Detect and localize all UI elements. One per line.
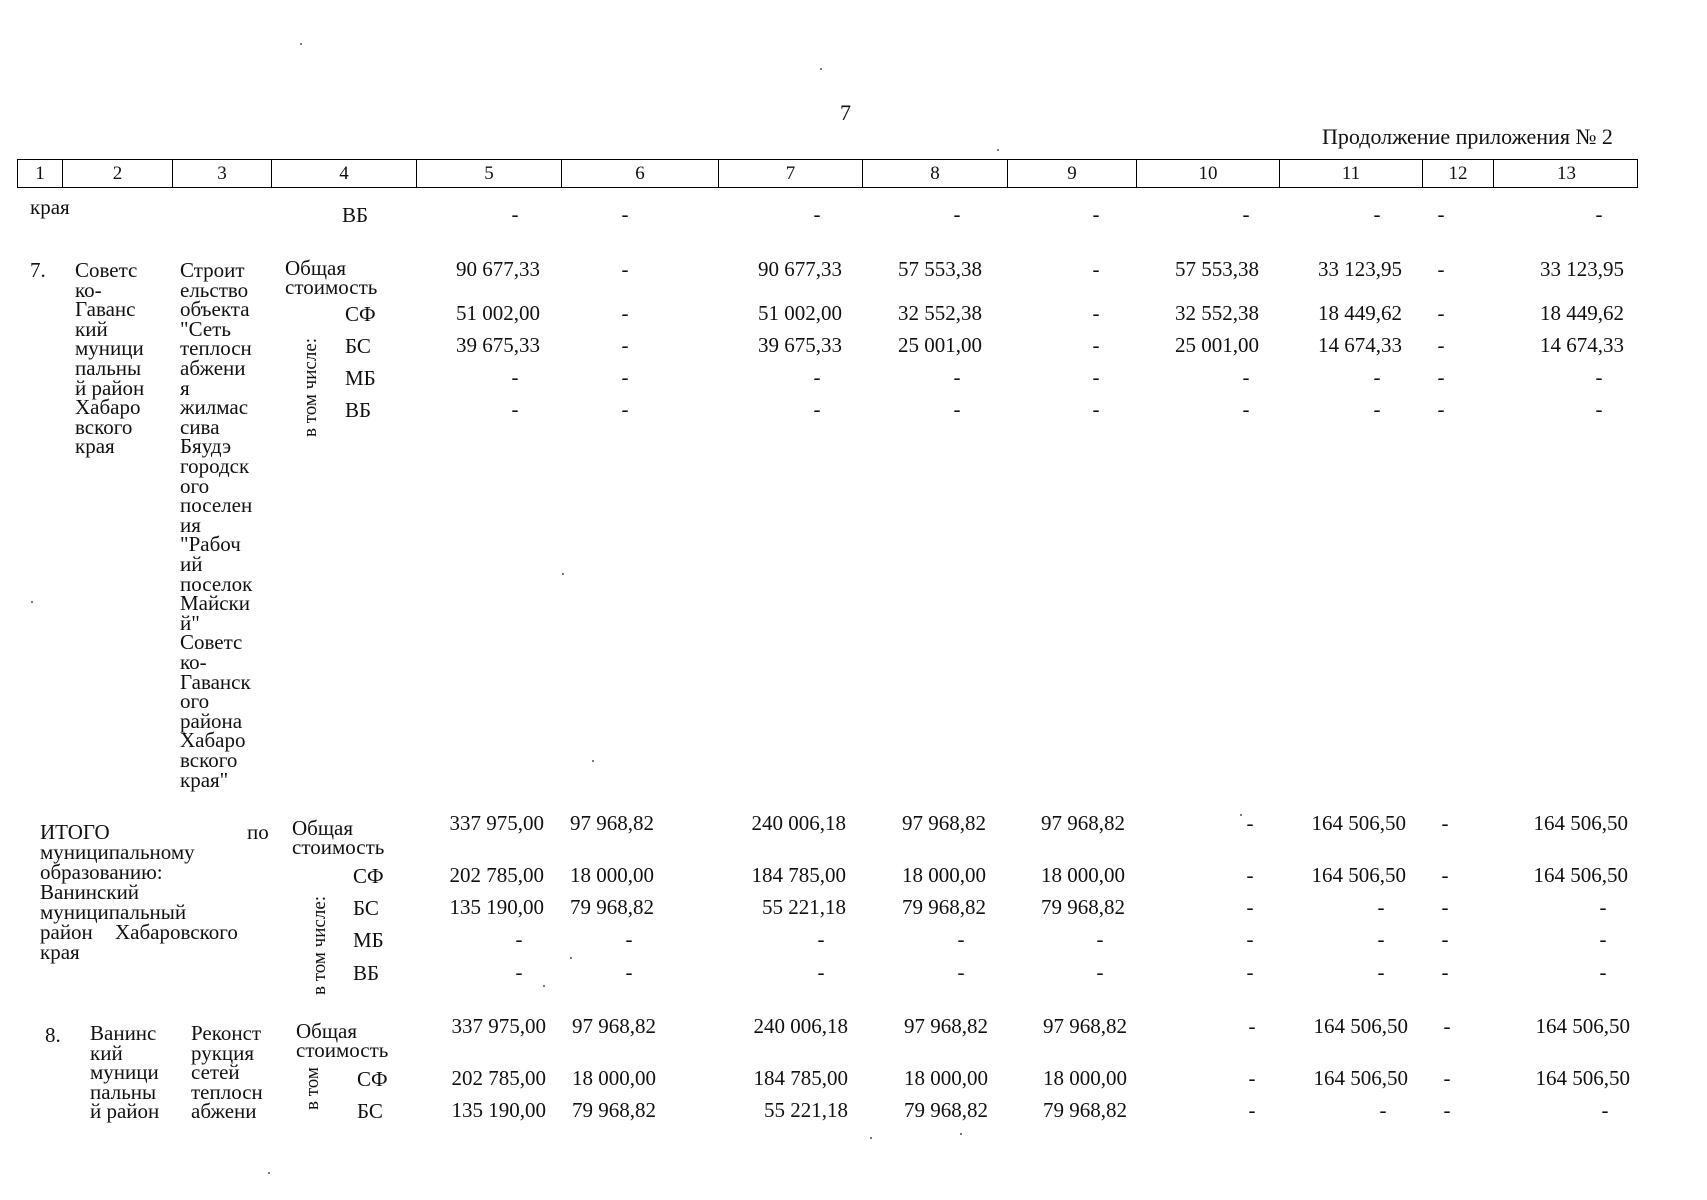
municipality-line: пальны xyxy=(90,1079,157,1104)
total-cost-label: Общая xyxy=(296,1019,358,1043)
total-label-line: Хабаровского xyxy=(115,920,238,944)
value-cell: - xyxy=(1246,960,1254,984)
fund-type-label: БС xyxy=(345,334,371,358)
value-cell: - xyxy=(1096,927,1104,951)
object-name-line: абжени xyxy=(191,1099,257,1124)
value-cell: - xyxy=(817,960,825,984)
header-col-11: 11 xyxy=(1280,160,1423,187)
scan-speck xyxy=(562,573,564,575)
scan-speck xyxy=(870,1137,872,1139)
object-name-line: ий xyxy=(180,552,203,576)
value-cell: - xyxy=(621,257,629,281)
value-cell: 39 675,33 xyxy=(758,333,842,357)
object-name-line: я xyxy=(180,375,190,400)
value-cell: - xyxy=(1092,202,1100,226)
value-cell: - xyxy=(1437,257,1445,281)
object-name-line: сива xyxy=(180,414,220,439)
value-cell: - xyxy=(515,960,523,984)
total-label-line: Ванинский xyxy=(40,880,140,904)
fund-type-label: БС xyxy=(357,1099,383,1123)
total-cost-label: Общая xyxy=(292,816,354,840)
value-cell: - xyxy=(1092,333,1100,357)
fund-type-label: МБ xyxy=(345,366,376,390)
value-cell: - xyxy=(1595,365,1603,389)
value-cell: 18 449,62 xyxy=(1540,301,1624,325)
object-name-line: городск xyxy=(180,454,250,478)
value-cell: - xyxy=(1599,960,1607,984)
object-name-line: района xyxy=(180,708,243,733)
value-cell: - xyxy=(813,365,821,389)
value-cell: - xyxy=(1248,1066,1256,1090)
scan-speck xyxy=(960,1133,962,1135)
value-cell: - xyxy=(1373,202,1381,226)
total-label-line: муниципальному xyxy=(40,840,195,864)
value-cell: 90 677,33 xyxy=(456,257,540,281)
object-name-line: Советс xyxy=(180,630,243,655)
fund-type-label: ВБ xyxy=(353,961,380,985)
value-cell: 32 552,38 xyxy=(1175,301,1259,325)
value-cell: 337 975,00 xyxy=(449,811,544,835)
value-cell: 97 968,82 xyxy=(904,1014,988,1038)
value-cell: 57 553,38 xyxy=(898,257,982,281)
value-cell: 18 000,00 xyxy=(902,863,986,887)
value-cell: - xyxy=(1248,1014,1256,1038)
header-col-7: 7 xyxy=(719,160,863,187)
total-label-line: образованию: xyxy=(40,860,163,884)
municipality-line: ко- xyxy=(75,277,102,302)
value-cell: - xyxy=(1242,397,1250,421)
value-cell: 164 506,50 xyxy=(1311,863,1406,887)
value-cell: 18 000,00 xyxy=(1041,863,1125,887)
value-cell: 79 968,82 xyxy=(902,895,986,919)
value-cell: 32 552,38 xyxy=(898,301,982,325)
object-name-line: "Рабоч xyxy=(180,532,241,557)
municipality-line: муници xyxy=(75,336,144,361)
item-number: 8. xyxy=(45,1023,61,1047)
municipality-line: й район xyxy=(75,375,145,400)
object-name-line: теплосн xyxy=(191,1079,263,1104)
fund-type-label: СФ xyxy=(345,302,376,326)
value-cell: - xyxy=(1443,1066,1451,1090)
total-cost-label: стоимость xyxy=(296,1038,389,1062)
value-cell: - xyxy=(953,202,961,226)
value-cell: - xyxy=(1441,895,1449,919)
total-cost-label: стоимость xyxy=(285,275,378,299)
value-cell: - xyxy=(1092,365,1100,389)
object-name-line: ого xyxy=(180,473,210,498)
scan-speck xyxy=(543,985,545,987)
value-cell: 51 002,00 xyxy=(758,301,842,325)
value-cell: - xyxy=(1595,202,1603,226)
value-cell: 135 190,00 xyxy=(449,895,544,919)
object-name-line: ко- xyxy=(180,650,207,674)
value-cell: - xyxy=(625,960,633,984)
value-cell: - xyxy=(957,960,965,984)
value-cell: 18 449,62 xyxy=(1318,301,1402,325)
value-cell: - xyxy=(1242,202,1250,226)
page-number: 7 xyxy=(840,100,851,125)
value-cell: 97 968,82 xyxy=(572,1014,656,1038)
value-cell: - xyxy=(511,202,519,226)
value-cell: 164 506,50 xyxy=(1533,863,1628,887)
value-cell: 97 968,82 xyxy=(1041,811,1125,835)
value-cell: 39 675,33 xyxy=(456,333,540,357)
value-cell: - xyxy=(1441,927,1449,951)
value-cell: 79 968,82 xyxy=(572,1098,656,1122)
municipality-line: края xyxy=(75,434,115,459)
value-cell: 164 506,50 xyxy=(1313,1066,1408,1090)
object-name-line: абжени xyxy=(180,356,246,380)
value-cell: 55 221,18 xyxy=(762,895,846,919)
total-label-line: ИТОГО xyxy=(40,820,110,844)
including-vertical-label: в том xyxy=(302,1067,323,1110)
value-cell: 164 506,50 xyxy=(1535,1014,1630,1038)
object-name-line: Хабаро xyxy=(180,728,246,753)
scan-speck xyxy=(570,957,572,959)
scan-speck xyxy=(268,1172,270,1174)
value-cell: 79 968,82 xyxy=(570,895,654,919)
value-cell: 202 785,00 xyxy=(449,863,544,887)
value-cell: - xyxy=(1441,960,1449,984)
fund-type-label: ВБ xyxy=(345,398,372,422)
value-cell: 18 000,00 xyxy=(904,1066,988,1090)
value-cell: 240 006,18 xyxy=(753,1014,848,1038)
object-name-line: края" xyxy=(180,767,229,792)
value-cell: 55 221,18 xyxy=(764,1098,848,1122)
value-cell: 25 001,00 xyxy=(1175,333,1259,357)
value-cell: - xyxy=(1377,960,1385,984)
header-col-1: 1 xyxy=(18,160,63,187)
scan-speck xyxy=(997,149,999,151)
value-cell: 79 968,82 xyxy=(1041,895,1125,919)
object-name-line: теплосн xyxy=(180,336,252,361)
municipality-line: Хабаро xyxy=(75,395,141,420)
header-col-4: 4 xyxy=(272,160,417,187)
value-cell: 135 190,00 xyxy=(451,1098,546,1122)
value-cell: - xyxy=(1246,927,1254,951)
value-cell: - xyxy=(1443,1098,1451,1122)
value-cell: 33 123,95 xyxy=(1318,257,1402,281)
value-cell: - xyxy=(1246,895,1254,919)
value-cell: - xyxy=(625,927,633,951)
value-cell: - xyxy=(817,927,825,951)
municipality-line: Ванинс xyxy=(90,1021,157,1045)
value-cell: - xyxy=(1441,811,1449,835)
value-cell: 18 000,00 xyxy=(572,1066,656,1090)
object-name-line: й" xyxy=(180,610,200,635)
value-cell: - xyxy=(1246,863,1254,887)
municipality-line: й район xyxy=(90,1099,160,1124)
scan-speck xyxy=(820,68,822,70)
value-cell: 79 968,82 xyxy=(904,1098,988,1122)
object-name-line: вского xyxy=(180,748,238,772)
value-cell: - xyxy=(1373,365,1381,389)
value-cell: 164 506,50 xyxy=(1535,1066,1630,1090)
carryover-type-label: ВБ xyxy=(342,203,369,227)
scan-speck xyxy=(31,601,33,603)
value-cell: 337 975,00 xyxy=(451,1014,546,1038)
object-name-line: Реконст xyxy=(191,1021,262,1045)
value-cell: 164 506,50 xyxy=(1313,1014,1408,1038)
value-cell: 97 968,82 xyxy=(570,811,654,835)
total-cost-label: стоимость xyxy=(292,835,385,859)
value-cell: - xyxy=(511,365,519,389)
value-cell: - xyxy=(1441,863,1449,887)
value-cell: - xyxy=(957,927,965,951)
value-cell: - xyxy=(953,397,961,421)
header-col-6: 6 xyxy=(562,160,719,187)
value-cell: 18 000,00 xyxy=(570,863,654,887)
object-name-line: Строит xyxy=(180,258,245,282)
total-label-line: по xyxy=(247,820,269,844)
header-col-10: 10 xyxy=(1137,160,1280,187)
header-col-12: 12 xyxy=(1423,160,1494,187)
header-col-3: 3 xyxy=(173,160,272,187)
value-cell: 14 674,33 xyxy=(1540,333,1624,357)
object-name-line: жилмас xyxy=(180,395,249,420)
value-cell: - xyxy=(1373,397,1381,421)
value-cell: - xyxy=(813,202,821,226)
object-name-line: поселен xyxy=(180,493,253,518)
value-cell: 25 001,00 xyxy=(898,333,982,357)
value-cell: - xyxy=(1092,257,1100,281)
value-cell: - xyxy=(1601,1098,1609,1122)
fund-type-label: СФ xyxy=(357,1067,388,1091)
municipality-line: кий xyxy=(90,1040,123,1065)
municipality-line: Советс xyxy=(75,258,138,282)
value-cell: - xyxy=(1379,1098,1387,1122)
value-cell: 164 506,50 xyxy=(1533,811,1628,835)
column-number-header xyxy=(17,159,1638,188)
value-cell: - xyxy=(1437,365,1445,389)
value-cell: - xyxy=(511,397,519,421)
object-name-line: рукция xyxy=(191,1040,255,1065)
scan-speck xyxy=(592,760,594,762)
value-cell: 33 123,95 xyxy=(1540,257,1624,281)
value-cell: - xyxy=(1092,301,1100,325)
value-cell: - xyxy=(1437,397,1445,421)
value-cell: 57 553,38 xyxy=(1175,257,1259,281)
object-name-line: объекта xyxy=(180,297,250,322)
municipality-line: кий xyxy=(75,316,108,341)
scan-speck xyxy=(300,43,302,45)
value-cell: - xyxy=(1242,365,1250,389)
value-cell: 79 968,82 xyxy=(1043,1098,1127,1122)
scan-speck xyxy=(1240,814,1242,816)
value-cell: - xyxy=(1437,202,1445,226)
header-col-5: 5 xyxy=(417,160,562,187)
value-cell: - xyxy=(1599,895,1607,919)
value-cell: - xyxy=(621,397,629,421)
fund-type-label: МБ xyxy=(353,928,384,952)
value-cell: - xyxy=(1443,1014,1451,1038)
object-name-line: сетей xyxy=(191,1060,240,1085)
value-cell: - xyxy=(1377,927,1385,951)
value-cell: 97 968,82 xyxy=(1043,1014,1127,1038)
value-cell: - xyxy=(621,333,629,357)
header-col-9: 9 xyxy=(1008,160,1137,187)
municipality-line: муници xyxy=(90,1060,159,1085)
header-col-8: 8 xyxy=(863,160,1008,187)
value-cell: 184 785,00 xyxy=(751,863,846,887)
value-cell: - xyxy=(1096,960,1104,984)
value-cell: - xyxy=(1246,811,1254,835)
value-cell: 90 677,33 xyxy=(758,257,842,281)
value-cell: - xyxy=(621,365,629,389)
value-cell: 164 506,50 xyxy=(1311,811,1406,835)
value-cell: - xyxy=(621,202,629,226)
object-name-line: Гаванск xyxy=(180,669,251,694)
header-col-13: 13 xyxy=(1557,163,1576,184)
value-cell: 18 000,00 xyxy=(1043,1066,1127,1090)
object-name-line: "Сеть xyxy=(180,316,231,341)
value-cell: - xyxy=(1437,301,1445,325)
object-name-line: поселок xyxy=(180,571,253,596)
object-name-line: Майски xyxy=(180,591,250,616)
including-vertical-label: в том числе: xyxy=(309,895,330,995)
object-name-line: Бяудэ xyxy=(180,434,232,459)
fund-type-label: БС xyxy=(353,896,379,920)
total-label-line: район xyxy=(40,920,93,944)
municipality-line: пальны xyxy=(75,356,142,380)
including-vertical-label: в том числе: xyxy=(300,337,321,437)
carryover-text: края xyxy=(30,195,70,219)
value-cell: 240 006,18 xyxy=(751,811,846,835)
municipality-line: Гаванс xyxy=(75,297,136,322)
object-name-line: ия xyxy=(180,512,201,537)
value-cell: 14 674,33 xyxy=(1318,333,1402,357)
value-cell: 202 785,00 xyxy=(451,1066,546,1090)
value-cell: 97 968,82 xyxy=(902,811,986,835)
value-cell: 184 785,00 xyxy=(753,1066,848,1090)
value-cell: - xyxy=(1599,927,1607,951)
header-col-2: 2 xyxy=(63,160,173,187)
value-cell: - xyxy=(1437,333,1445,357)
value-cell: - xyxy=(813,397,821,421)
total-label-line: края xyxy=(40,940,80,964)
object-name-line: ельство xyxy=(180,277,249,302)
value-cell: - xyxy=(1595,397,1603,421)
fund-type-label: СФ xyxy=(353,864,384,888)
value-cell: - xyxy=(1092,397,1100,421)
value-cell: - xyxy=(515,927,523,951)
object-name-line: ого xyxy=(180,689,210,714)
value-cell: - xyxy=(1248,1098,1256,1122)
total-label-line: муниципальный xyxy=(40,900,187,924)
value-cell: - xyxy=(953,365,961,389)
appendix-caption: Продолжение приложения № 2 xyxy=(1322,124,1613,149)
value-cell: 51 002,00 xyxy=(456,301,540,325)
municipality-line: вского xyxy=(75,414,133,439)
value-cell: - xyxy=(1377,895,1385,919)
value-cell: - xyxy=(621,301,629,325)
total-cost-label: Общая xyxy=(285,256,347,280)
item-number: 7. xyxy=(30,258,46,282)
